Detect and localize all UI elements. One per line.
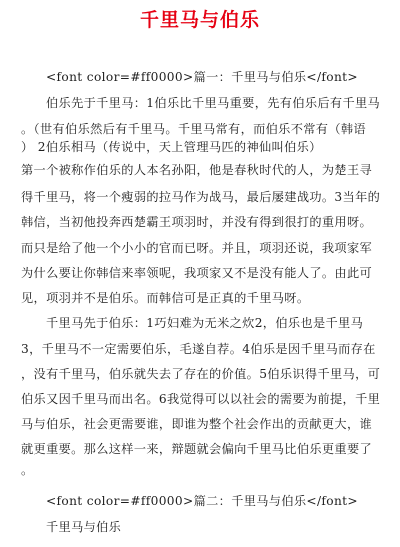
paragraph-line: 为什么要让你韩信来率领呢，我项家又不是没有能人了。由此可 [21,266,373,280]
paragraph-line: ） 2伯乐相马（传说中，天上管理马匹的神仙叫伯乐） [21,140,322,154]
paragraph-line: 千里马与伯乐 [46,520,122,534]
paragraph-line: 韩信，当初他投奔西楚霸王项羽时，并没有得到很打的重用呀。 [21,215,373,229]
paragraph-line: ，没有千里马，伯乐就失去了存在的价值。5伯乐识得千里马，可 [21,367,381,381]
paragraph-line: 千里马先于伯乐：1巧妇难为无米之炊2，伯乐也是千里马 [46,316,364,330]
paragraph-line: 。 [21,463,34,477]
paragraph-line: 伯乐先于千里马：1伯乐比千里马重要，先有伯乐后有千里马 [46,96,381,110]
paragraph-line: 伯乐又因千里马而出名。6我觉得可以以社会的需要为前提，千里 [21,392,381,406]
paragraph-line: 马与伯乐，社会更需要谁，即谁为整个社会作出的贡献更大，谁 [21,417,373,431]
paragraph-line: 见，项羽并不是伯乐。而韩信可是正真的千里马呀。 [21,291,310,305]
paragraph-line: 而只是给了他一个小小的官而已呀。并且，项羽还说，我项家军 [21,241,373,255]
section-heading-1: <font color=#ff0000>篇一：千里马与伯乐</font> [46,70,358,84]
paragraph-line: 得千里马，将一个瘦弱的拉马作为战马，最后屡建战功。3当年的 [21,190,381,204]
section-heading-2: <font color=#ff0000>篇二：千里马与伯乐</font> [46,494,358,508]
paragraph-line: 3，千里马不一定需要伯乐，毛遂自荐。4伯乐是因千里马而存在 [21,342,376,356]
document-title: 千里马与伯乐 [139,9,260,31]
paragraph-line: 第一个被称作伯乐的人本名孙阳，他是春秋时代的人，为楚王寻 [21,163,373,177]
paragraph-line: 就更重要。那么这样一来，辩题就会偏向千里马比伯乐更重要了 [21,442,373,456]
paragraph-line: 。（世有伯乐然后有千里马。千里马常有，而伯乐不常有（韩语 [21,122,366,136]
